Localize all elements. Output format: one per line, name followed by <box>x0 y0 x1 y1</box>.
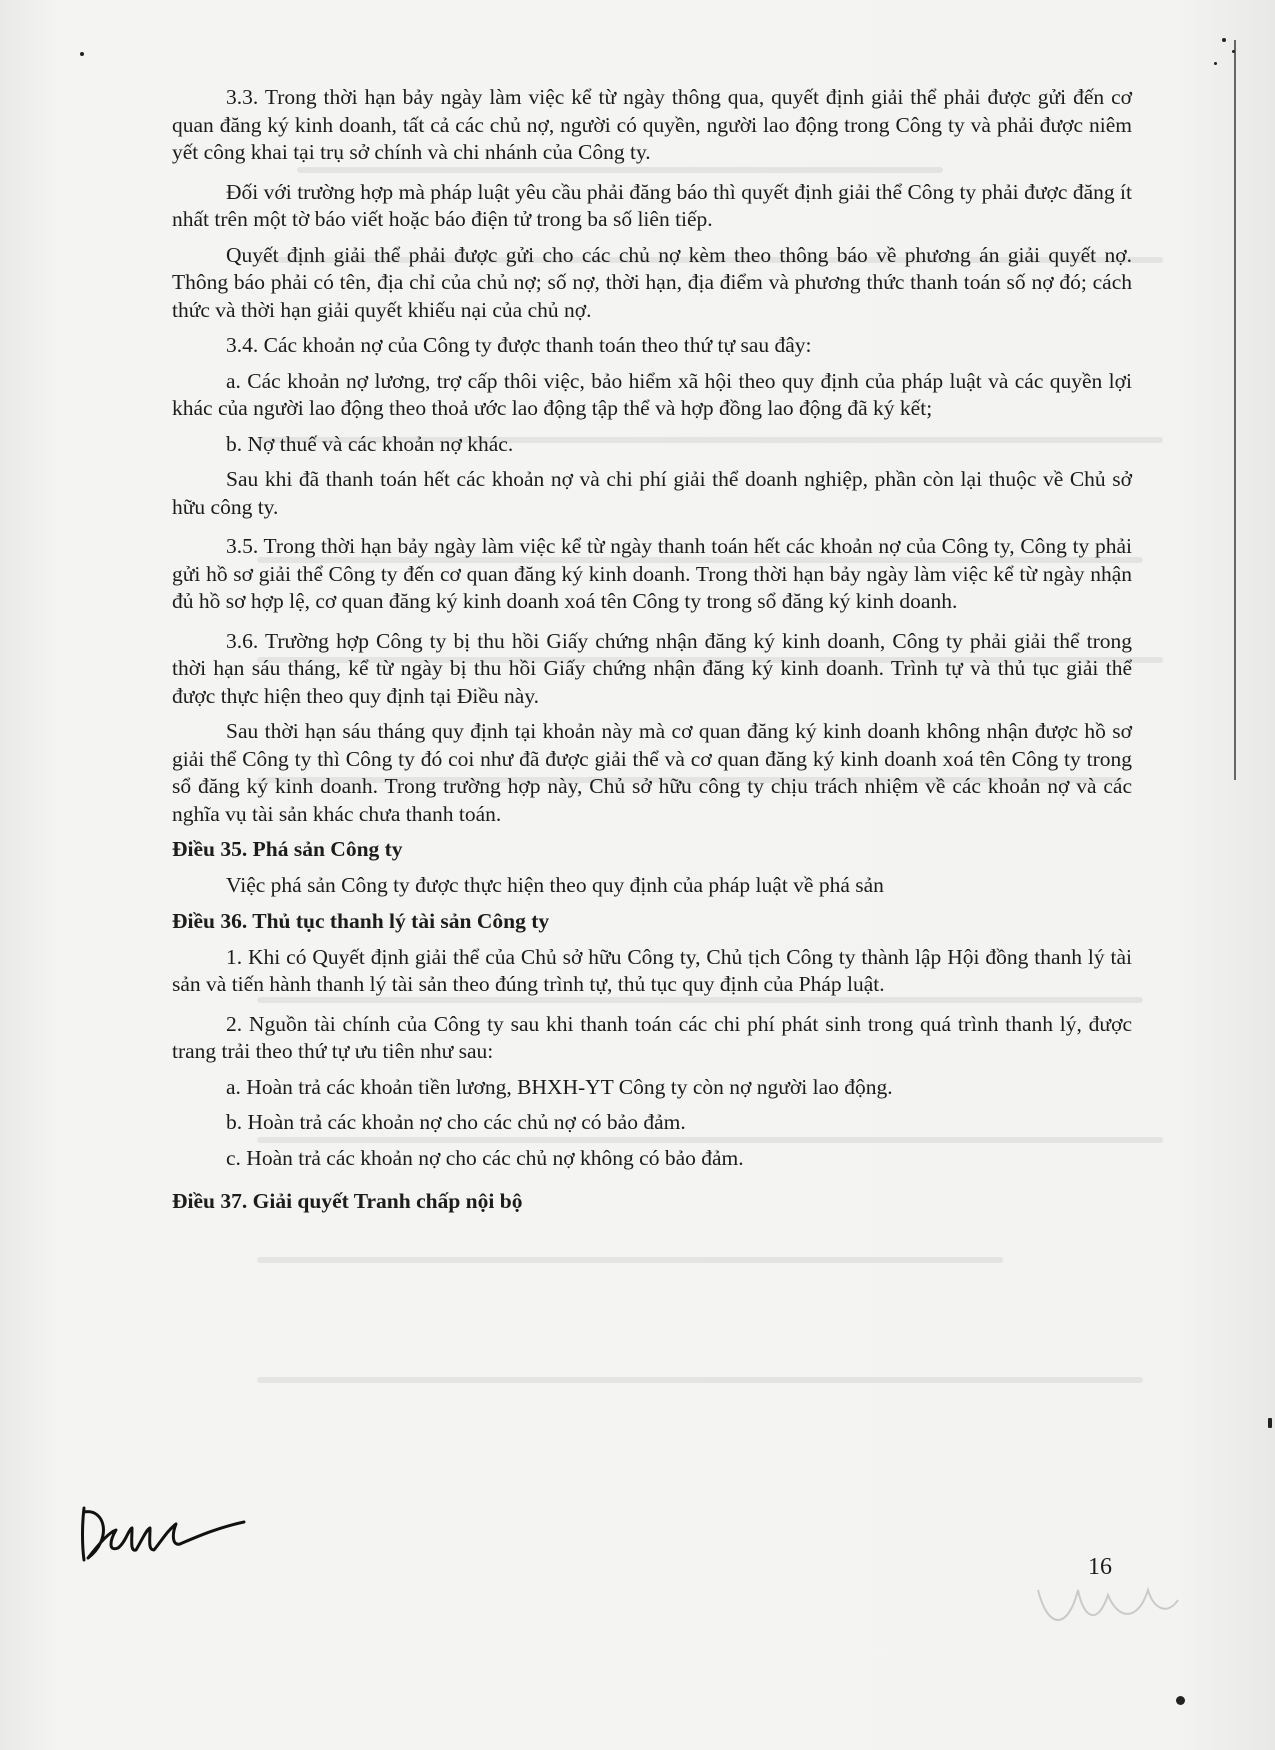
article-36-item-1: 1. Khi có Quyết định giải thể của Chủ sở hữu Công ty, Chủ tịch Công ty thành lập Hội đồng thanh lý tài sản và tiến hành thanh lý tài sản theo đúng trình tự, thủ tục quy định của Pháp luật. <box>172 944 1132 996</box>
article-36-item-2: 2. Nguồn tài chính của Công ty sau khi thanh toán các chi phí phát sinh trong quá trình thanh lý, được trang trải theo thứ tự ưu tiên như sau: <box>172 1011 1132 1063</box>
paragraph-dang-bao: Đối với trường hợp mà pháp luật yêu cầu phải đăng báo thì quyết định giải thể Công ty phải được đăng ít nhất trên một tờ báo viết hoặc báo điện tử trong ba số liên tiếp. <box>172 179 1132 231</box>
scan-speck <box>1232 50 1235 53</box>
article-36-item-a: a. Hoàn trả các khoản tiền lương, BHXH-YT Công ty còn nợ người lao động. <box>226 1074 893 1099</box>
document-body <box>172 84 1132 1216</box>
paragraph-thong-bao-chu-no: Quyết định giải thể phải được gửi cho các chủ nợ kèm theo thông báo về phương án giải quyết nợ. Thông báo phải có tên, địa chỉ của chủ nợ; số nợ, thời hạn, địa điểm và phương thức thanh toán số nợ đó; cách thức và thời hạn giải quyết khiếu nại của chủ nợ. <box>172 242 1132 322</box>
page-fold-shadow <box>1234 40 1236 780</box>
scan-speck <box>80 52 84 56</box>
paragraph-3-3: 3.3. Trong thời hạn bảy ngày làm việc kể từ ngày thông qua, quyết định giải thể phải được gửi đến cơ quan đăng ký kinh doanh, tất cả các chủ nợ, người có quyền, người lao động trong Công ty và phải được niêm yết công khai tại trụ sở chính và chi nhánh của Công ty. <box>172 85 1132 164</box>
article-35-heading: Điều 35. Phá sản Công ty <box>172 837 403 861</box>
paragraph-sau-sau-thang: Sau thời hạn sáu tháng quy định tại khoản này mà cơ quan đăng ký kinh doanh không nhận được hồ sơ giải thể Công ty thì Công ty đó coi như đã được giải thể và cơ quan đăng ký kinh doanh xoá tên Công ty trong sổ đăng ký kinh doanh. Trong trường hợp này, Chủ sở hữu công ty chịu trách nhiệm về các khoản nợ và các nghĩa vụ tài sản khác chưa thanh toán. <box>172 719 1132 826</box>
article-36-heading: Điều 36. Thủ tục thanh lý tài sản Công ty <box>172 908 550 933</box>
article-36-item-c: c. Hoàn trả các khoản nợ cho các chủ nợ không có bảo đảm. <box>226 1145 744 1170</box>
paragraph-3-6: 3.6. Trường hợp Công ty bị thu hồi Giấy chứng nhận đăng ký kinh doanh, Công ty phải giải thể trong thời hạn sáu tháng, kể từ ngày bị thu hồi Giấy chứng nhận đăng ký kinh doanh. Trình tự và thủ tục giải thể được thực hiện theo quy định tại Điều này. <box>172 628 1132 708</box>
paragraph-3-4-a: a. Các khoản nợ lương, trợ cấp thôi việc, bảo hiểm xã hội theo quy định của pháp luật và các quyền lợi khác của người lao động theo thoả ước lao động tập thể và hợp đồng lao động đã ký kết; <box>172 368 1132 420</box>
paragraph-3-5: 3.5. Trong thời hạn bảy ngày làm việc kể từ ngày thanh toán hết các khoản nợ của Công ty, Công ty phải gửi hồ sơ giải thể Công ty đến cơ quan đăng ký kinh doanh. Trong thời hạn bảy ngày làm việc kể từ ngày nhận đủ hồ sơ hợp lệ, cơ quan đăng ký kinh doanh xoá tên Công ty trong sổ đăng ký kinh doanh. <box>172 534 1132 613</box>
page-number: 16 <box>1088 1554 1112 1580</box>
scan-speck <box>1214 62 1217 65</box>
paragraph-3-4: 3.4. Các khoản nợ của Công ty được thanh toán theo thứ tự sau đây: <box>226 333 812 357</box>
paragraph-3-4-b: b. Nợ thuế và các khoản nợ khác. <box>226 431 514 456</box>
article-37-heading: Điều 37. Giải quyết Tranh chấp nội bộ <box>172 1189 523 1213</box>
scan-speck <box>1268 1418 1272 1428</box>
paragraph-phan-con-lai: Sau khi đã thanh toán hết các khoản nợ và chi phí giải thể doanh nghiệp, phần còn lại thuộc về Chủ sở hữu công ty. <box>172 467 1132 519</box>
scan-speck <box>1176 1696 1185 1705</box>
faint-signature-bleed <box>1028 1570 1188 1640</box>
article-36-item-b: b. Hoàn trả các khoản nợ cho các chủ nợ có bảo đảm. <box>226 1110 686 1134</box>
signature-initials <box>76 1500 246 1570</box>
scan-speck <box>1222 38 1226 42</box>
article-35-text: Việc phá sản Công ty được thực hiện theo quy định của pháp luật về phá sản <box>226 873 884 897</box>
